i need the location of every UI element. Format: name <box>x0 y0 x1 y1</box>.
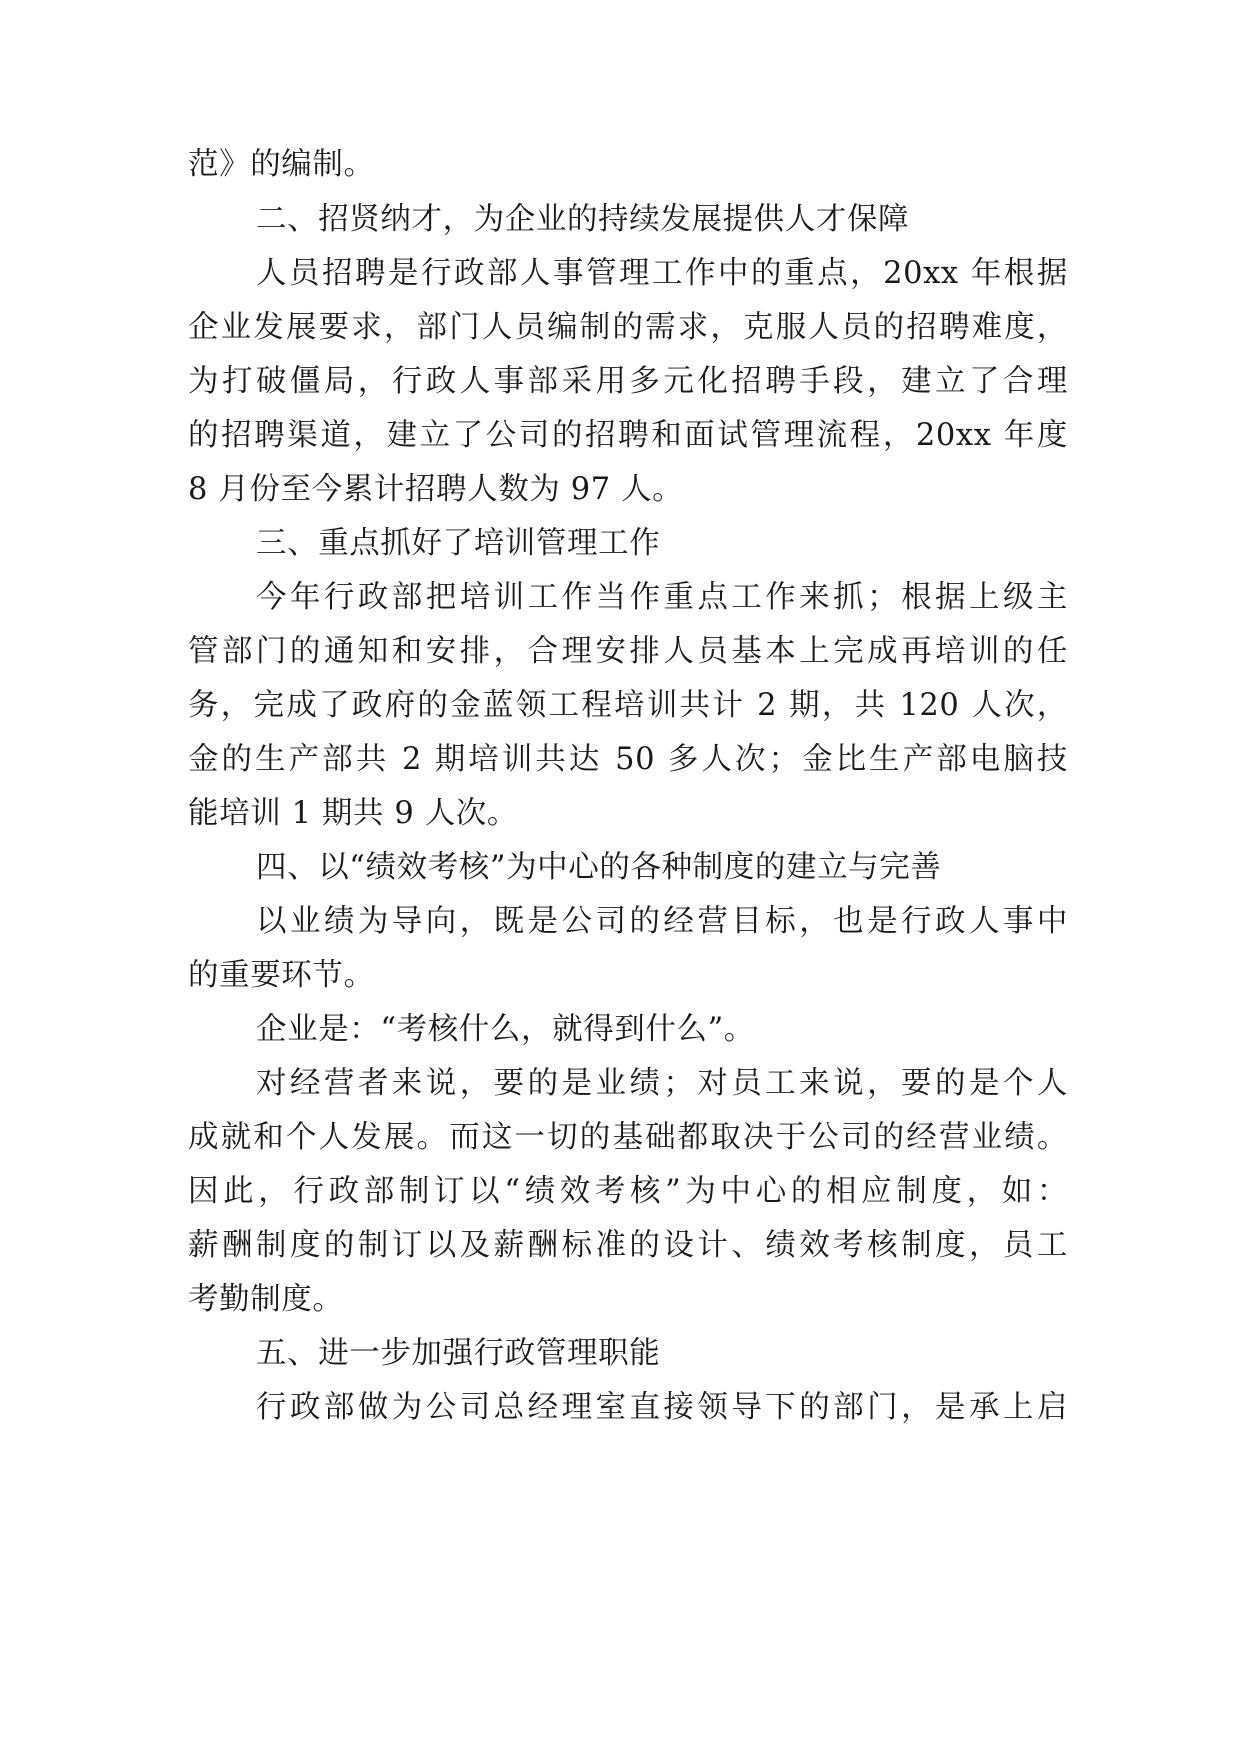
text-line: 能培训 1 期共 9 人次。 <box>188 796 518 831</box>
text-line: 因此，行政部制订以“绩效考核”为中心的相应制度，如： <box>188 1174 1068 1209</box>
text-line: 以业绩为导向，既是公司的经营目标，也是行政人事中 <box>256 904 1068 939</box>
document-page <box>188 0 1068 1754</box>
text-line: 金的生产部共 2 期培训共达 50 多人次；金比生产部电脑技 <box>188 742 1068 777</box>
section-heading: 四、以“绩效考核”为中心的各种制度的建立与完善 <box>256 850 942 885</box>
section-heading: 五、进一步加强行政管理职能 <box>256 1336 661 1371</box>
section-heading: 二、招贤纳才，为企业的持续发展提供人才保障 <box>256 202 910 237</box>
text-line: 务，完成了政府的金蓝领工程培训共计 2 期，共 120 人次， <box>188 688 1068 723</box>
text-line: 的重要环节。 <box>188 958 375 993</box>
text-line: 为打破僵局，行政人事部采用多元化招聘手段，建立了合理 <box>188 364 1068 399</box>
text-line: 今年行政部把培训工作当作重点工作来抓；根据上级主 <box>256 580 1068 615</box>
text-line: 企业是：“考核什么，就得到什么”。 <box>256 1012 755 1047</box>
text-line: 薪酬制度的制订以及薪酬标准的设计、绩效考核制度，员工 <box>188 1228 1068 1263</box>
section-heading: 三、重点抓好了培训管理工作 <box>256 526 661 561</box>
text-line: 的招聘渠道，建立了公司的招聘和面试管理流程，20xx 年度 <box>188 418 1068 453</box>
text-line: 人员招聘是行政部人事管理工作中的重点，20xx 年根据 <box>256 256 1068 291</box>
text-line: 企业发展要求，部门人员编制的需求，克服人员的招聘难度， <box>188 310 1068 345</box>
text-line: 考勤制度。 <box>188 1282 344 1317</box>
text-line: 8 月份至今累计招聘人数为 97 人。 <box>188 472 684 507</box>
text-line: 范》的编制。 <box>188 147 375 182</box>
text-line: 行政部做为公司总经理室直接领导下的部门，是承上启 <box>256 1390 1068 1425</box>
text-line: 成就和个人发展。而这一切的基础都取决于公司的经营业绩。 <box>188 1120 1068 1155</box>
text-line: 对经营者来说，要的是业绩；对员工来说，要的是个人 <box>256 1066 1068 1101</box>
text-line: 管部门的通知和安排，合理安排人员基本上完成再培训的任 <box>188 634 1068 669</box>
